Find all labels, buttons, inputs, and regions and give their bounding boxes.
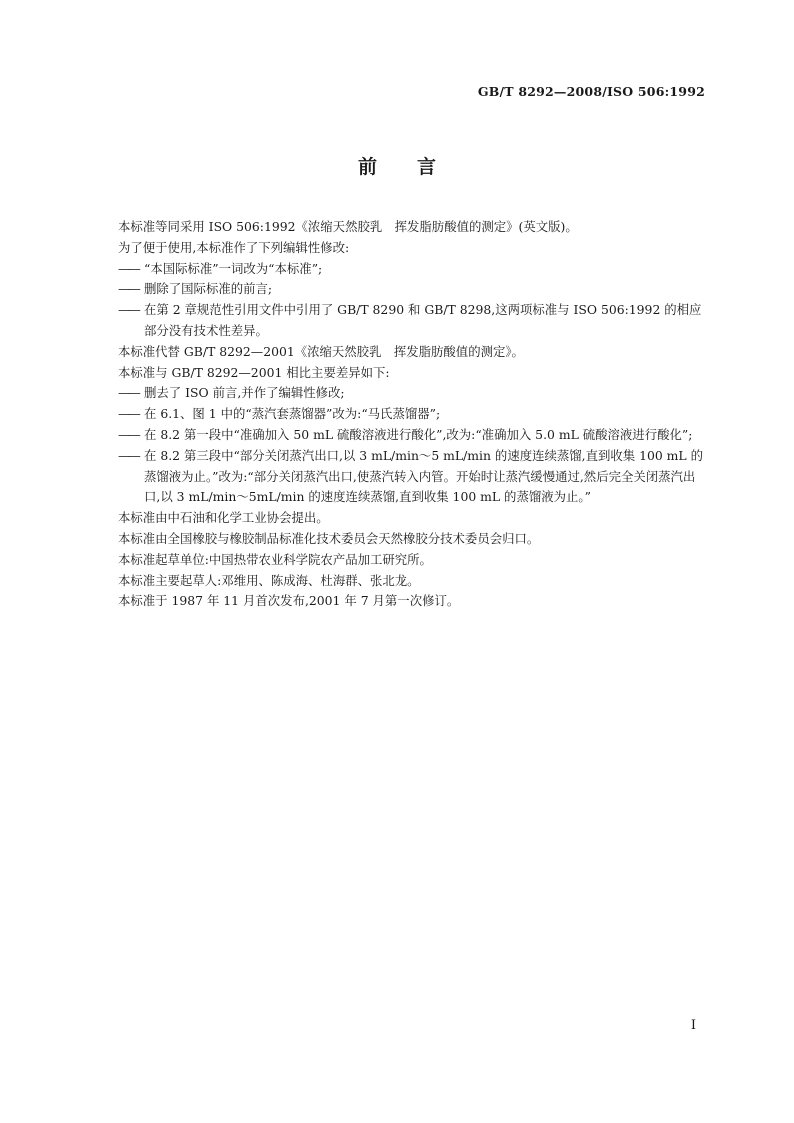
list-item-text: 在 6.1、图 1 中的“蒸汽套蒸馏器”改为:“马氏蒸馏器”; [144, 406, 441, 422]
page-title: 前言 [357, 156, 476, 178]
paragraph-drafters: 本标准主要起草人:邓维用、陈成海、杜海群、张北龙。 [118, 572, 420, 588]
list-item-text: 在 8.2 第三段中“部分关闭蒸汽出口,以 3 mL/min～5 mL/min 的速度连续蒸馏,直到收集 100 mL 的蒸馏液为止。”改为:“部分关闭蒸汽出口,使蒸汽转入内管。开始时让蒸汽缓慢通过,然后完全关闭蒸汽出口,以 3 mL/min～5mL/min 的速度连续蒸馏,直到收集 100 mL 的蒸馏液为止。” [144, 447, 703, 505]
list-item [118, 279, 706, 300]
dash-marker: —— [118, 447, 139, 463]
list-item-text: 在 8.2 第一段中“准确加入 50 mL 硫酸溶液进行酸化”,改为:“准确加入 5.0 mL 硫酸溶液进行酸化”; [144, 426, 693, 442]
paragraph-editorial-intro: 为了便于使用,本标准作了下列编辑性修改: [118, 239, 350, 255]
paragraph-adoption: 本标准等同采用 ISO 506:1992《浓缩天然胶乳 挥发脂肪酸值的测定》(英文版)。 [118, 219, 578, 234]
page-number: I [690, 1018, 696, 1033]
list-item [118, 446, 706, 508]
list-item-text: 删去了 ISO 前言,并作了编辑性修改; [144, 385, 345, 401]
list-item-text: 在第 2 章规范性引用文件中引用了 GB/T 8290 和 GB/T 8298,这两项标准与 ISO 506:1992 的相应部分没有技术性差异。 [144, 302, 702, 338]
list-item [118, 383, 706, 404]
dash-marker: —— [118, 260, 139, 276]
dash-marker: —— [118, 385, 139, 401]
list-item-text: “本国际标准”一词改为“本标准”; [144, 260, 323, 276]
paragraph-replaces: 本标准代替 GB/T 8292—2001《浓缩天然胶乳 挥发脂肪酸值的测定》。 [118, 343, 524, 359]
list-item [118, 259, 706, 280]
paragraph-proposed-by: 本标准由中石油和化学工业协会提出。 [118, 510, 329, 526]
dash-marker: —— [118, 281, 139, 297]
paragraph-responsible-committee: 本标准由全国橡胶与橡胶制品标准化技术委员会天然橡胶分技术委员会归口。 [118, 530, 540, 546]
dash-marker: —— [118, 302, 139, 318]
list-item [118, 425, 706, 446]
paragraph-drafting-unit: 本标准起草单位:中国热带农业科学院农产品加工研究所。 [118, 551, 432, 567]
paragraph-differences-intro: 本标准与 GB/T 8292—2001 相比主要差异如下: [118, 364, 390, 380]
standard-code: GB/T 8292—2008/ISO 506:1992 [477, 84, 705, 99]
list-item-text: 删除了国际标准的前言; [144, 281, 273, 297]
list-item [118, 404, 706, 425]
dash-marker: —— [118, 406, 139, 422]
dash-marker: —— [118, 426, 139, 442]
foreword-body [118, 217, 706, 612]
paragraph-history: 本标准于 1987 年 11 月首次发布,2001 年 7 月第一次修订。 [118, 593, 460, 609]
list-item [118, 300, 706, 342]
